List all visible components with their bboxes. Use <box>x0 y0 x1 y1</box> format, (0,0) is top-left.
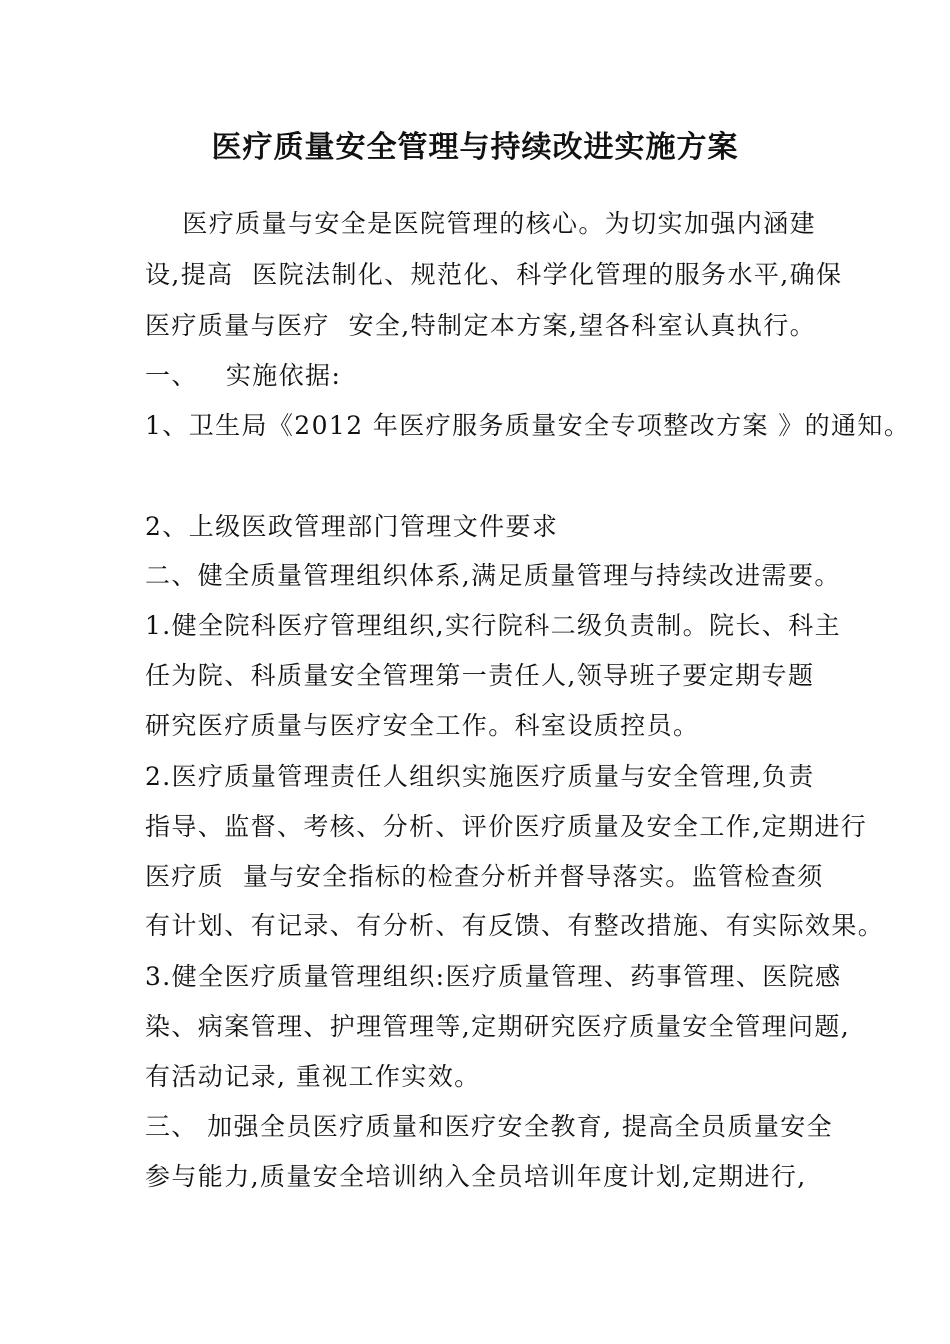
body-line: 参与能力,质量安全培训纳入全员培训年度计划,定期进行, <box>145 1162 807 1191</box>
body-line: 有计划、有记录、有分析、有反馈、有整改措施、有实际效果。 <box>145 911 885 940</box>
body-line: 研究医疗质量与医疗安全工作。科室设质控员。 <box>145 711 700 740</box>
body-line: 医疗质量与安全是医院管理的核心。为切实加强内涵建 <box>145 209 816 238</box>
body-line: 2.医疗质量管理责任人组织实施医疗质量与安全管理,负责 <box>145 762 815 791</box>
body-line: 染、病案管理、护理管理等,定期研究医疗质量安全管理问题, <box>145 1012 851 1041</box>
section-heading: 二、健全质量管理组织体系,满足质量管理与持续改进需要。 <box>145 561 841 590</box>
body-line: 1.健全院科医疗管理组织,实行院科二级负责制。院长、科主 <box>145 611 842 640</box>
body-line: 1、卫生局《2012 年医疗服务质量安全专项整改方案 》的通知。 <box>145 411 911 440</box>
body-line: 任为院、科质量安全管理第一责任人,领导班子要定期专题 <box>145 661 815 690</box>
body-line: 3.健全医疗质量管理组织:医疗质量管理、药事管理、医院感 <box>145 962 842 991</box>
body-line: 设,提高 医院法制化、规范化、科学化管理的服务水平,确保 <box>145 260 843 289</box>
body-line: 有活动记录, 重视工作实效。 <box>145 1062 481 1091</box>
document-title: 医疗质量安全管理与持续改进实施方案 <box>211 130 739 165</box>
section-heading: 三、 加强全员医疗质量和医疗安全教育, 提高全员质量安全 <box>145 1112 834 1141</box>
body-line: 医疗质 量与安全指标的检查分析并督导落实。监管检查须 <box>145 862 824 891</box>
body-line: 指导、监督、考核、分析、评价医疗质量及安全工作,定期进行 <box>145 812 868 841</box>
body-line: 医疗质量与医疗 安全,特制定本方案,望各科室认真执行。 <box>145 311 816 340</box>
body-line: 2、上级医政管理部门管理文件要求 <box>145 512 559 541</box>
section-heading: 一、 实施依据: <box>145 361 342 390</box>
